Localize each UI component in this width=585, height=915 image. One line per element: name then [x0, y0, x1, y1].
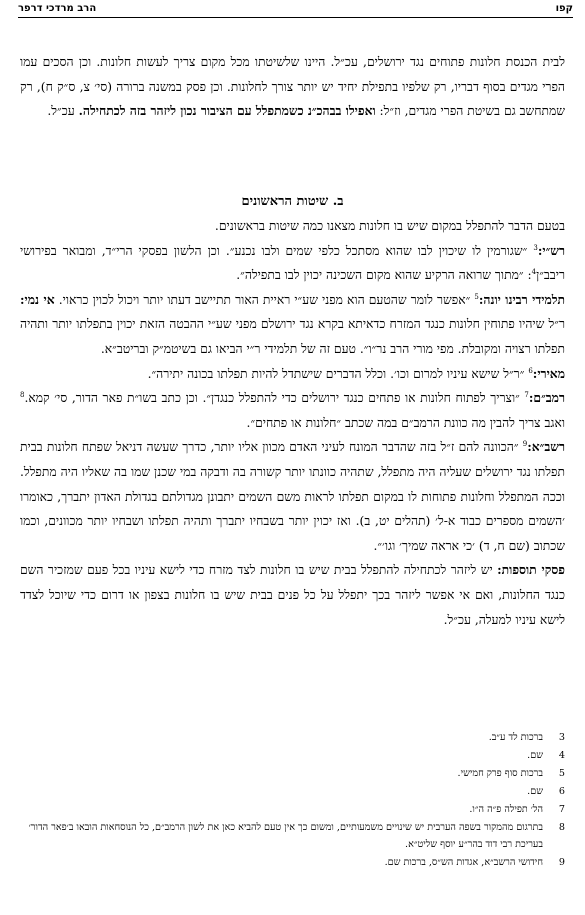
footnote-number: 5 [558, 767, 565, 779]
footnote-number: 6 [558, 785, 565, 797]
running-header [18, 3, 573, 18]
footnote-ref[interactable]: 6 [528, 366, 533, 375]
footnote-number: 4 [558, 749, 565, 761]
page-number: קפו [555, 3, 573, 14]
footnote: 5 ברכות סוף פרק חמישי. [20, 765, 565, 783]
footnote-ref[interactable]: 9 [522, 440, 528, 449]
footnote: 4 שם. [20, 747, 565, 765]
opinion-piskei-tosafot: פסקי תוספות: יש ליזהר לכתחילה להתפלל בבית שיש בו חלונות לצד מזרח כדי לישא עיניו בכל פעם שמזכיר השם כנגד החלונות, ואם אי אפשר ליזהר בכך יתפלל על כל פנים בבית שיש בו חלונות בצפון או דרום כדי שיוכל לצדד לישא עיניו למעלה, עכ״ל. [20, 562, 565, 627]
opinion-meiri: מאירי:$^6$ ״ר״ל שישא עיניו למרום וכו׳. וכלל הדברים שישתדל להיות תפלתו בכונה יתירה״. [147, 365, 565, 381]
opinion-rashba: רשב״א:$^9$ ״הכוונה להם ז״ל בזה שהדבר המונח לעיני האדם מכוון אליו יותר, כדרך שעשה דניאל שפתח חלונות בבית תפלתו נגד ירושלים שעליה היה מתפלל, שתהיה כוונתו יותר קשורה בה ודבקה במי שכנן שמו בה שאליו היה מתפלל. וככה המתפלל וחלונות פתוחות לו במקום תפלתו לראות משם השמים יתבונן מגדולתם בגדולת האדון יתברך, כאומרו ׳השמים מספרים כבוד א-ל׳ (תהלים יט, ב). ואז יכוין יותר בשבחיו יתברך ותהיה תפלתו ושבחיו יותר מכוונים, וכמו שכתוב (שם ח, ד) ׳כי אראה שמיך׳ וגו׳״. [20, 439, 565, 553]
footnote-number: 9 [558, 857, 565, 869]
intro-bold-quote: ואפילו בבהכ״נ כשמתפלל עם הציבור נכון ליזהר בזה לכתחילה. [78, 103, 376, 119]
footnote: 6 שם. [20, 783, 565, 801]
footnote: 7 הל׳ תפילה פ״ה ה״ו. [20, 801, 565, 819]
running-title: הרב מרדכי דרפר [18, 3, 97, 14]
opinion-label: מאירי: [532, 365, 565, 381]
footnote-number: 7 [558, 803, 565, 815]
section-heading: ב. שיטות הראשונים [241, 194, 344, 209]
footnote-number: 8 [558, 821, 565, 833]
intro-tail: עכ״ל. [47, 104, 79, 119]
opinion-talmidei-rabbeinu-yonah: תלמידי רבינו יונה:$^5$ ״אפשר לומר שהטעם הוא מפני שע״י ראיית האור תתיישב דעתו יותר ויכול לכוין כראוי. אי נמי: ר״ל שיהיו פתוחין חלונות כנגד המזרח כדאיתא בקרא נגד ירושלם מפני שע״י ההבטה הזאת יכוין בתפלתו יותר ותהיה תפלתו רצויה ומקובלת. מפי מורי הרב נר״ו״. טעם זה של תלמידי ר״י הביאו גם בשיטמ״ק ובריטב״א. [20, 291, 566, 356]
footnote: 3 ברכות לד ע״ב. [20, 729, 565, 747]
opinion-label: רש״י: [537, 242, 565, 258]
footnote: 9 חידושי הרשב״א, אגדות הש״ס, ברכות שם. [20, 854, 565, 872]
footnote-number: 3 [558, 732, 565, 743]
footnote-ref[interactable]: 7 [524, 391, 529, 400]
opinion-label: רשב״א: [527, 439, 565, 455]
opinions-lead: בטעם הדבר להתפלל במקום שיש בו חלונות מצאנו כמה שיטות בראשונים. [214, 219, 565, 233]
opinion-rashi: רש״י:$^3$ ״שגורמין לו שיכוין לבו שהוא מסתכל כלפי שמים ולבו נכנע״. וכן הלשון בפסקי הרי״ד, ומבואר בפירושי ריבב״ן$^4$: ״מתוך שרואה הרקיע שהוא מקום השכינה יכוין לבו בתפילה״. [20, 242, 565, 283]
footnote-ref[interactable]: 5 [474, 292, 479, 301]
intro-text: לבית הכנסת חלונות פתוחים נגד ירושלים, עכ״ל. היינו שלשיטתו מכל מקום צריך לעשות חלונות. וכן הסכים עמו הפרי מגדים בסוף דבריו, רק שלפיו בתפילת יחיד יש יותר צורך לחלונות. וכן פסק במשנה ברורה (סי׳ צ, ס״ק ח), רק שמתחשב גם בשיטת הפרי מגדים, וז״ל: [20, 55, 565, 119]
opinion-label: רמב״ם: [528, 390, 565, 406]
footnote: 8 בתרגום מהמקור בשפה הערבית יש שינויים משמעותיים, ומשום כך אין טעם להביא כאן את לשון הרמב״ם, כל הנוסחאות הובאו ב׳פאר הדור׳ בעריכת רבי דוד בהר״ע יוסף שליט״א. [20, 819, 565, 855]
footnote-ref[interactable]: 3 [533, 243, 538, 252]
opinion-rambam: רמב״ם:$^7$ ״וצריך לפתוח חלונות או פתחים כנגד ירושלים כדי להתפלל כנגדן״. וכן כתב בשו״ת פאר הדור, סי׳ קמא.$^8$ ואגב צריך להבין מה כוונת הרמב״ם במה שכתב ״חלונות או פתחים״. [20, 390, 565, 430]
intro-paragraph [20, 50, 565, 124]
opinion-label: תלמידי רבינו יונה: [478, 291, 566, 307]
opinion-label: פסקי תוספות: [497, 562, 565, 578]
footnotes [20, 729, 565, 872]
opinions-section [20, 214, 565, 632]
footnote-ref[interactable]: 8 [20, 391, 25, 400]
footnote-ref[interactable]: 4 [531, 268, 537, 277]
